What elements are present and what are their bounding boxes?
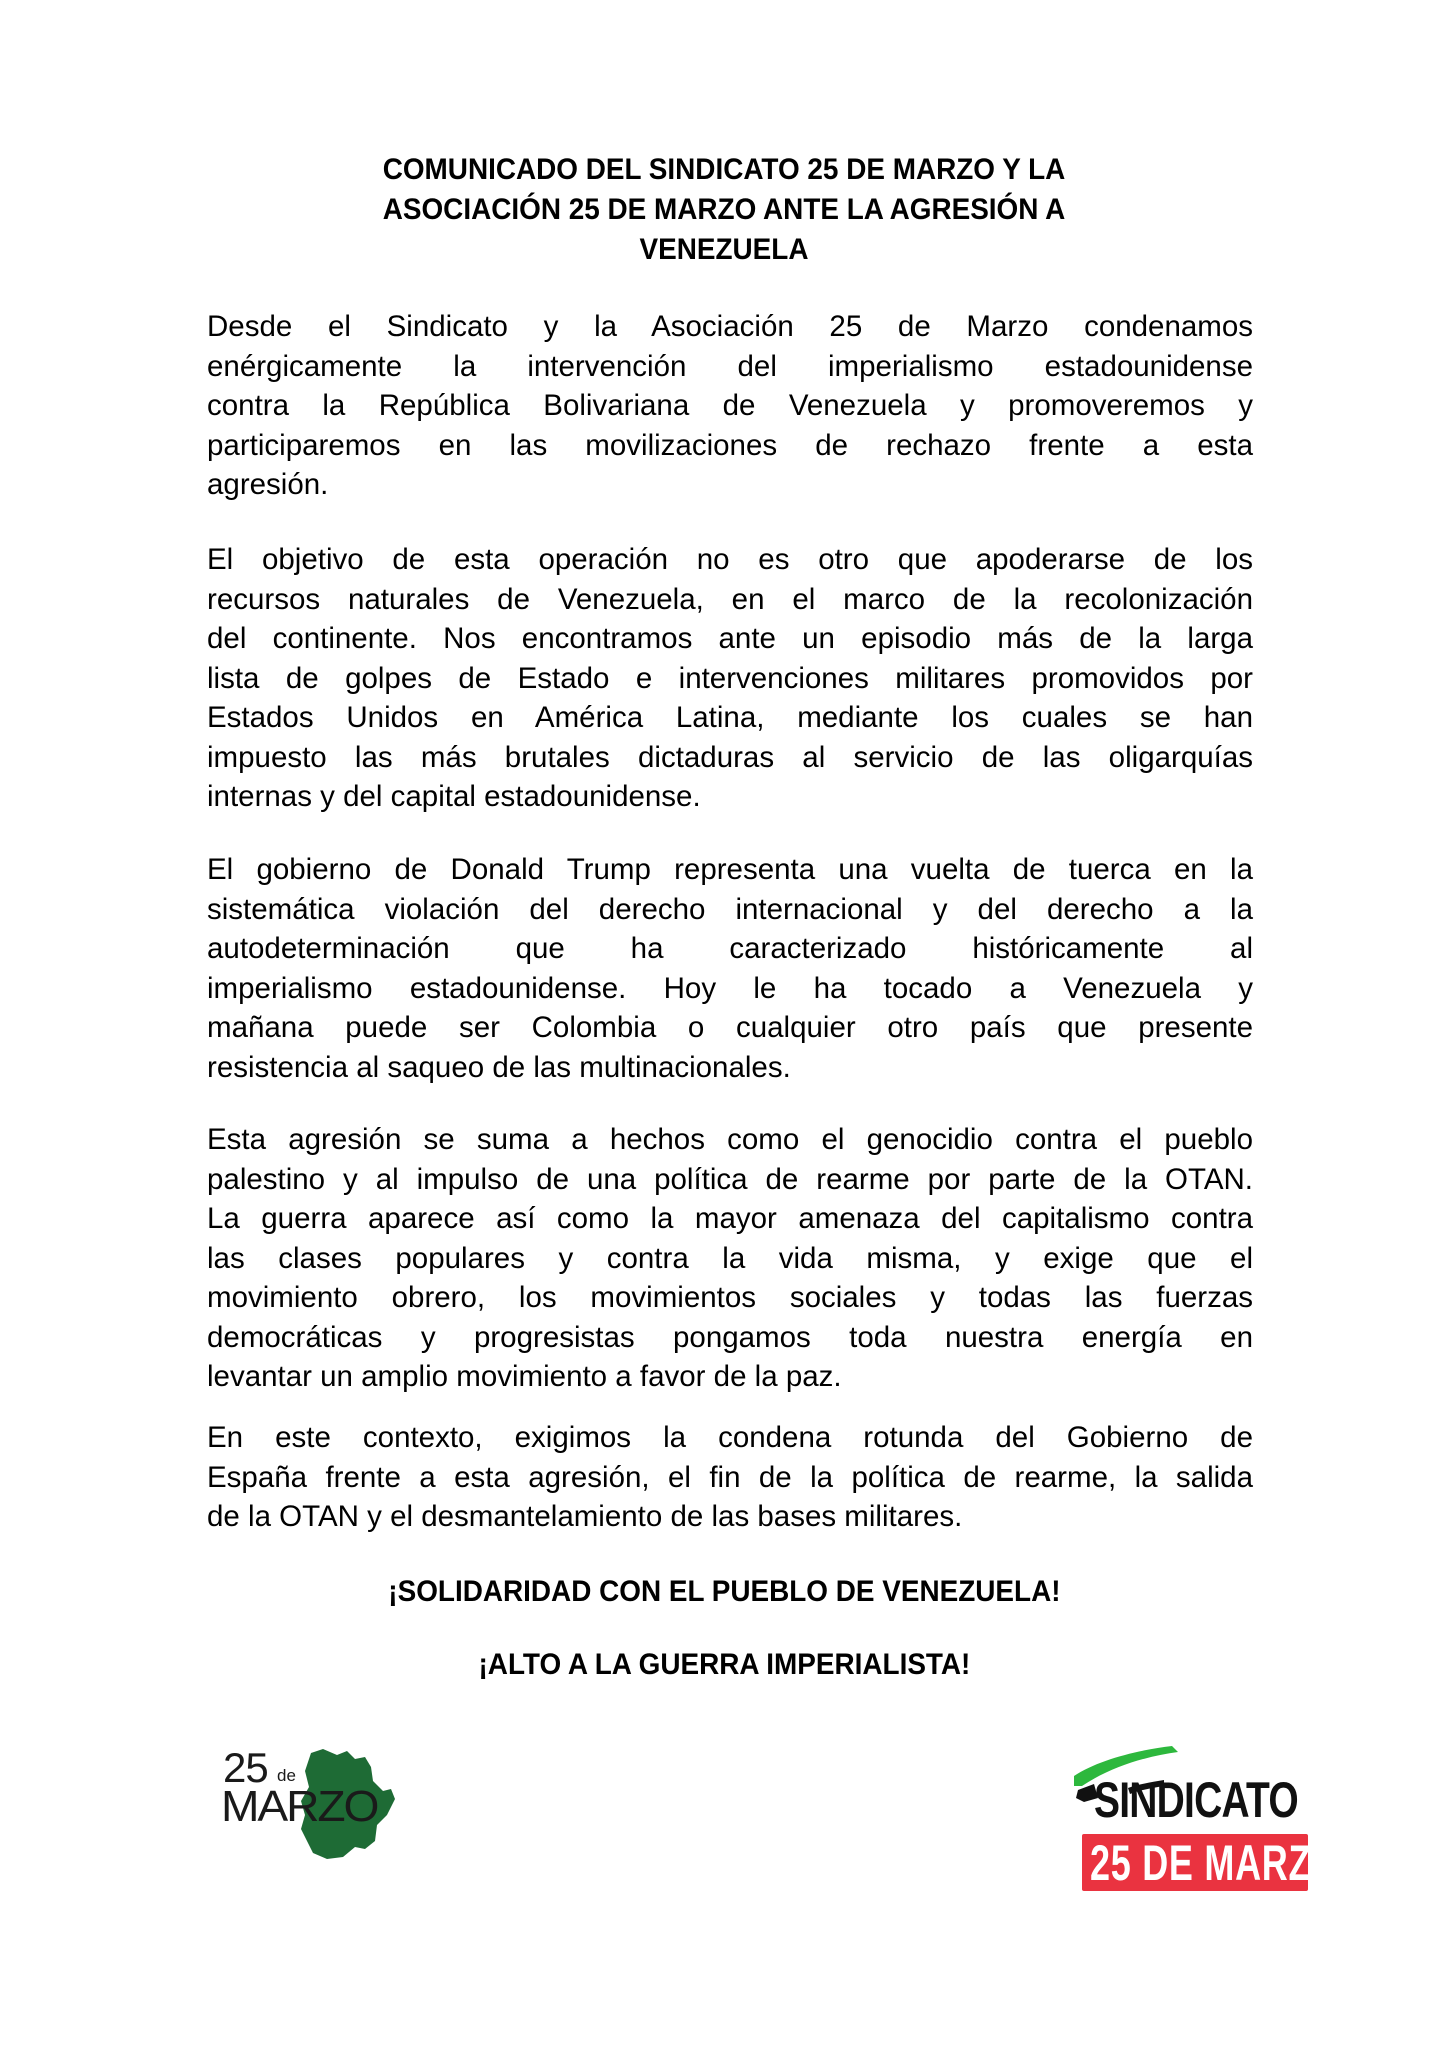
logo-word: MARZO xyxy=(221,1782,378,1831)
text-line: El objetivo de esta operación no es otro que apoderarse de los xyxy=(207,543,1253,576)
text-line: La guerra aparece así como la mayor amenaza del capitalismo contra xyxy=(207,1202,1253,1235)
text-line: Esta agresión se suma a hechos como el genocidio contra el pueblo xyxy=(207,1123,1253,1156)
title-line: ASOCIACIÓN 25 DE MARZO ANTE LA AGRESIÓN A xyxy=(382,193,1066,226)
text-line: palestino y al impulso de una política de rearme por parte de la OTAN. xyxy=(207,1162,1253,1196)
text-line: El gobierno de Donald Trump representa una vuelta de tuerca en la xyxy=(207,853,1253,886)
text-line: contra la República Bolivariana de Venezuela y promoveremos y xyxy=(207,389,1253,422)
document-title xyxy=(0,150,1448,270)
text-line: internas y del capital estadounidense. xyxy=(207,780,701,813)
slogan-text: ¡SOLIDARIDAD CON EL PUEBLO DE VENEZUELA! xyxy=(387,1575,1061,1608)
text-line: recursos naturales de Venezuela, en el marco de la recolonización xyxy=(207,582,1253,616)
text-line: resistencia al saqueo de las multinacionales. xyxy=(207,1050,791,1084)
text-line: participaremos en las movilizaciones de rechazo frente a esta xyxy=(207,428,1253,462)
text-line: las clases populares y contra la vida misma, y exige que el xyxy=(207,1241,1253,1275)
logo-box-text: 25 DE MARZO xyxy=(1090,1835,1340,1891)
text-line: movimiento obrero, los movimientos sociales y todas las fuerzas xyxy=(207,1281,1253,1314)
text-line: levantar un amplio movimiento a favor de la paz. xyxy=(207,1360,842,1393)
paragraph-4 xyxy=(207,1120,1253,1397)
text-line: democráticas y progresistas pongamos toda nuestra energía en xyxy=(207,1320,1253,1354)
text-line: imperialismo estadounidense. Hoy le ha tocado a Venezuela y xyxy=(207,971,1253,1005)
text-line: del continente. Nos encontramos ante un episodio más de la larga xyxy=(207,622,1253,655)
title-line: VENEZUELA xyxy=(639,233,809,266)
text-line: impuesto las más brutales dictaduras al servicio de las oligarquías xyxy=(207,740,1253,774)
paragraph-1 xyxy=(207,307,1253,505)
logo-de: de xyxy=(277,1766,296,1785)
text-line: lista de golpes de Estado e intervenciones militares promovidos por xyxy=(207,661,1253,695)
paragraph-3 xyxy=(207,850,1253,1087)
text-line: de la OTAN y el desmantelamiento de las bases militares. xyxy=(207,1500,963,1533)
logo-sindicato-text: SINDICATO xyxy=(1094,1772,1298,1828)
text-line: autodeterminación que ha caracterizado históricamente al xyxy=(207,932,1253,965)
paragraph-2 xyxy=(207,540,1253,817)
logo-number: 25 xyxy=(223,1744,268,1791)
text-line: enérgicamente la intervención del imperialismo estadounidense xyxy=(207,349,1253,383)
logo-red-box xyxy=(1082,1834,1340,1891)
title-line: COMUNICADO DEL SINDICATO 25 DE MARZO Y LA xyxy=(382,153,1066,186)
text-line: España frente a esta agresión, el fin de la política de rearme, la salida xyxy=(207,1460,1253,1494)
paragraph-5 xyxy=(207,1418,1253,1537)
text-line: En este contexto, exigimos la condena rotunda del Gobierno de xyxy=(207,1421,1253,1454)
sindicato-25-de-marzo-logo xyxy=(1068,1742,1340,1897)
text-line: agresión. xyxy=(207,468,329,501)
text-line: Desde el Sindicato y la Asociación 25 de Marzo condenamos xyxy=(207,310,1253,343)
slogan-text: ¡ALTO A LA GUERRA IMPERIALISTA! xyxy=(478,1648,970,1681)
asociacion-25-de-marzo-logo xyxy=(215,1745,405,1875)
slogan-solidaridad xyxy=(0,1574,1448,1610)
text-line: sistemática violación del derecho internacional y del derecho a la xyxy=(207,892,1253,926)
slogan-alto-guerra xyxy=(0,1647,1448,1683)
text-line: Estados Unidos en América Latina, mediante los cuales se han xyxy=(207,701,1253,734)
text-line: mañana puede ser Colombia o cualquier otro país que presente xyxy=(207,1011,1253,1044)
